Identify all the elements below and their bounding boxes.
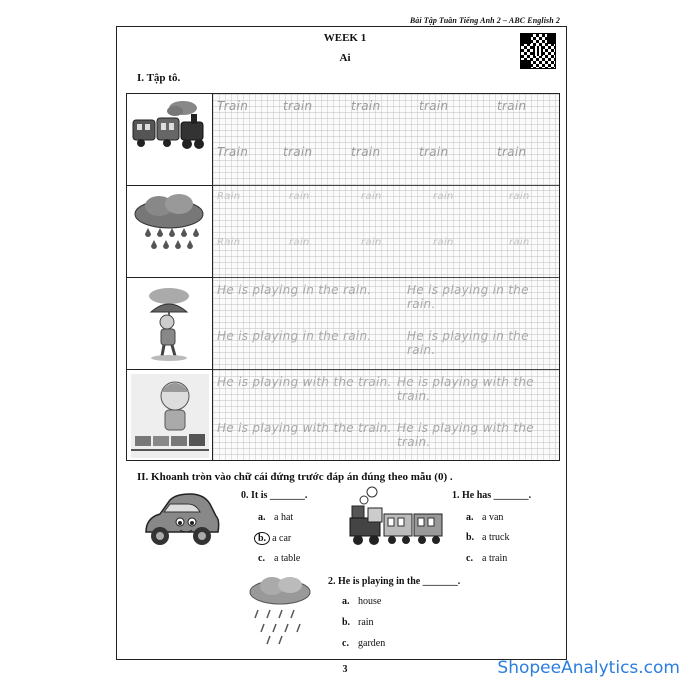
trace-row-sentence-rain-2 xyxy=(213,324,559,370)
question-text: He is playing in the _______. xyxy=(338,576,461,587)
option-text: a car xyxy=(272,533,292,544)
trace-word: Rain xyxy=(217,237,241,248)
trace-word: rain xyxy=(433,237,454,248)
trace-sentence: He is playing in the rain. xyxy=(217,283,372,297)
option-letter: a. xyxy=(466,512,474,523)
picture-rain-cloud xyxy=(127,186,213,278)
option-text: a truck xyxy=(482,532,510,543)
rain-cloud-icon xyxy=(131,190,209,274)
option-letter: a. xyxy=(342,596,350,607)
trace-sentence: He is playing in the rain. xyxy=(407,283,529,311)
trace-word: rain xyxy=(289,191,310,202)
trace-word: rain xyxy=(509,237,530,248)
week-sound: Ai xyxy=(339,52,351,64)
question-1-option-b[interactable] xyxy=(466,532,510,543)
trace-row-sentence-train-1 xyxy=(213,370,559,416)
question-1-option-a[interactable] xyxy=(466,512,503,523)
question-2-option-b[interactable] xyxy=(342,617,374,628)
trace-row-rain-2 xyxy=(213,232,559,278)
option-letter: c. xyxy=(342,638,349,649)
trace-word: Train xyxy=(217,99,249,113)
trace-word: train xyxy=(351,99,381,113)
option-text: a van xyxy=(482,512,504,523)
question-0-option-c[interactable] xyxy=(258,553,300,564)
question-text: He has _______. xyxy=(462,490,532,501)
section-1-heading: I. Tập tô. xyxy=(137,72,181,84)
question-number: 2. xyxy=(328,576,336,587)
trace-word: rain xyxy=(433,191,454,202)
trace-word: train xyxy=(419,145,449,159)
option-text: a train xyxy=(482,553,508,564)
picture-boy-in-rain xyxy=(127,278,213,370)
book-title: Bài Tập Tuần Tiếng Anh 2 – ABC English 2 xyxy=(409,16,560,25)
trace-row-sentence-rain-1 xyxy=(213,278,559,324)
question-0-title xyxy=(241,490,307,501)
trace-word: Rain xyxy=(217,191,241,202)
option-text: house xyxy=(358,596,382,607)
option-letter: a. xyxy=(258,512,266,523)
trace-sentence: He is playing with the train. xyxy=(217,375,392,389)
question-1-option-c[interactable] xyxy=(466,553,507,564)
section-2-heading: II. Khoanh tròn vào chữ cái đứng trước đáp án đúng theo mẫu (0) . xyxy=(137,471,453,483)
picture-column xyxy=(127,94,213,460)
picture-boy-with-train xyxy=(127,370,213,462)
option-letter: c. xyxy=(258,553,265,564)
trace-sentence: He is playing in the rain. xyxy=(407,329,529,357)
option-letter: b. xyxy=(342,617,351,628)
question-0-option-b[interactable] xyxy=(254,532,291,545)
trace-row-rain-1 xyxy=(213,186,559,232)
trace-row-train-1 xyxy=(213,94,559,140)
trace-word: rain xyxy=(509,191,530,202)
trace-word: rain xyxy=(289,237,310,248)
question-2-title xyxy=(328,576,460,587)
question-number: 0. xyxy=(241,490,249,501)
trace-word: train xyxy=(419,99,449,113)
trace-word: train xyxy=(283,145,313,159)
question-2-option-c[interactable] xyxy=(342,638,385,649)
option-text: garden xyxy=(358,638,386,649)
trace-word: rain xyxy=(361,191,382,202)
circled-option-letter: b. xyxy=(254,532,270,545)
trace-sentence: He is playing with the train. xyxy=(217,421,392,435)
option-text: a table xyxy=(274,553,301,564)
trace-word: train xyxy=(351,145,381,159)
toy-train-icon xyxy=(346,486,446,552)
question-text: It is _______. xyxy=(251,490,308,501)
picture-train xyxy=(127,94,213,186)
option-text: rain xyxy=(358,617,374,628)
option-text: a hat xyxy=(274,512,294,523)
trace-word: rain xyxy=(361,237,382,248)
question-1-title xyxy=(452,490,531,501)
watermark: ShopeeAnalytics.com xyxy=(497,658,680,678)
trace-sentence: He is playing with the train. xyxy=(397,421,534,449)
rain-cloud-small-icon xyxy=(242,574,318,646)
question-number: 1. xyxy=(452,490,460,501)
handwriting-grid xyxy=(213,94,559,460)
trace-word: train xyxy=(497,99,527,113)
trace-word: Train xyxy=(217,145,249,159)
option-letter: b. xyxy=(466,532,475,543)
week-title: WEEK 1 xyxy=(323,32,367,44)
tracing-table xyxy=(126,93,560,461)
boy-with-train-icon xyxy=(131,374,209,458)
question-2-option-a[interactable] xyxy=(342,596,381,607)
page-number: 3 xyxy=(342,664,348,675)
trace-sentence: He is playing in the rain. xyxy=(217,329,372,343)
trace-word: train xyxy=(283,99,313,113)
trace-row-train-2 xyxy=(213,140,559,186)
car-icon xyxy=(140,492,220,550)
trace-word: train xyxy=(497,145,527,159)
question-0-option-a[interactable] xyxy=(258,512,293,523)
train-icon xyxy=(131,98,209,182)
trace-sentence: He is playing with the train. xyxy=(397,375,534,403)
trace-row-sentence-train-2 xyxy=(213,416,559,462)
boy-in-rain-icon xyxy=(131,282,209,366)
option-letter: c. xyxy=(466,553,473,564)
